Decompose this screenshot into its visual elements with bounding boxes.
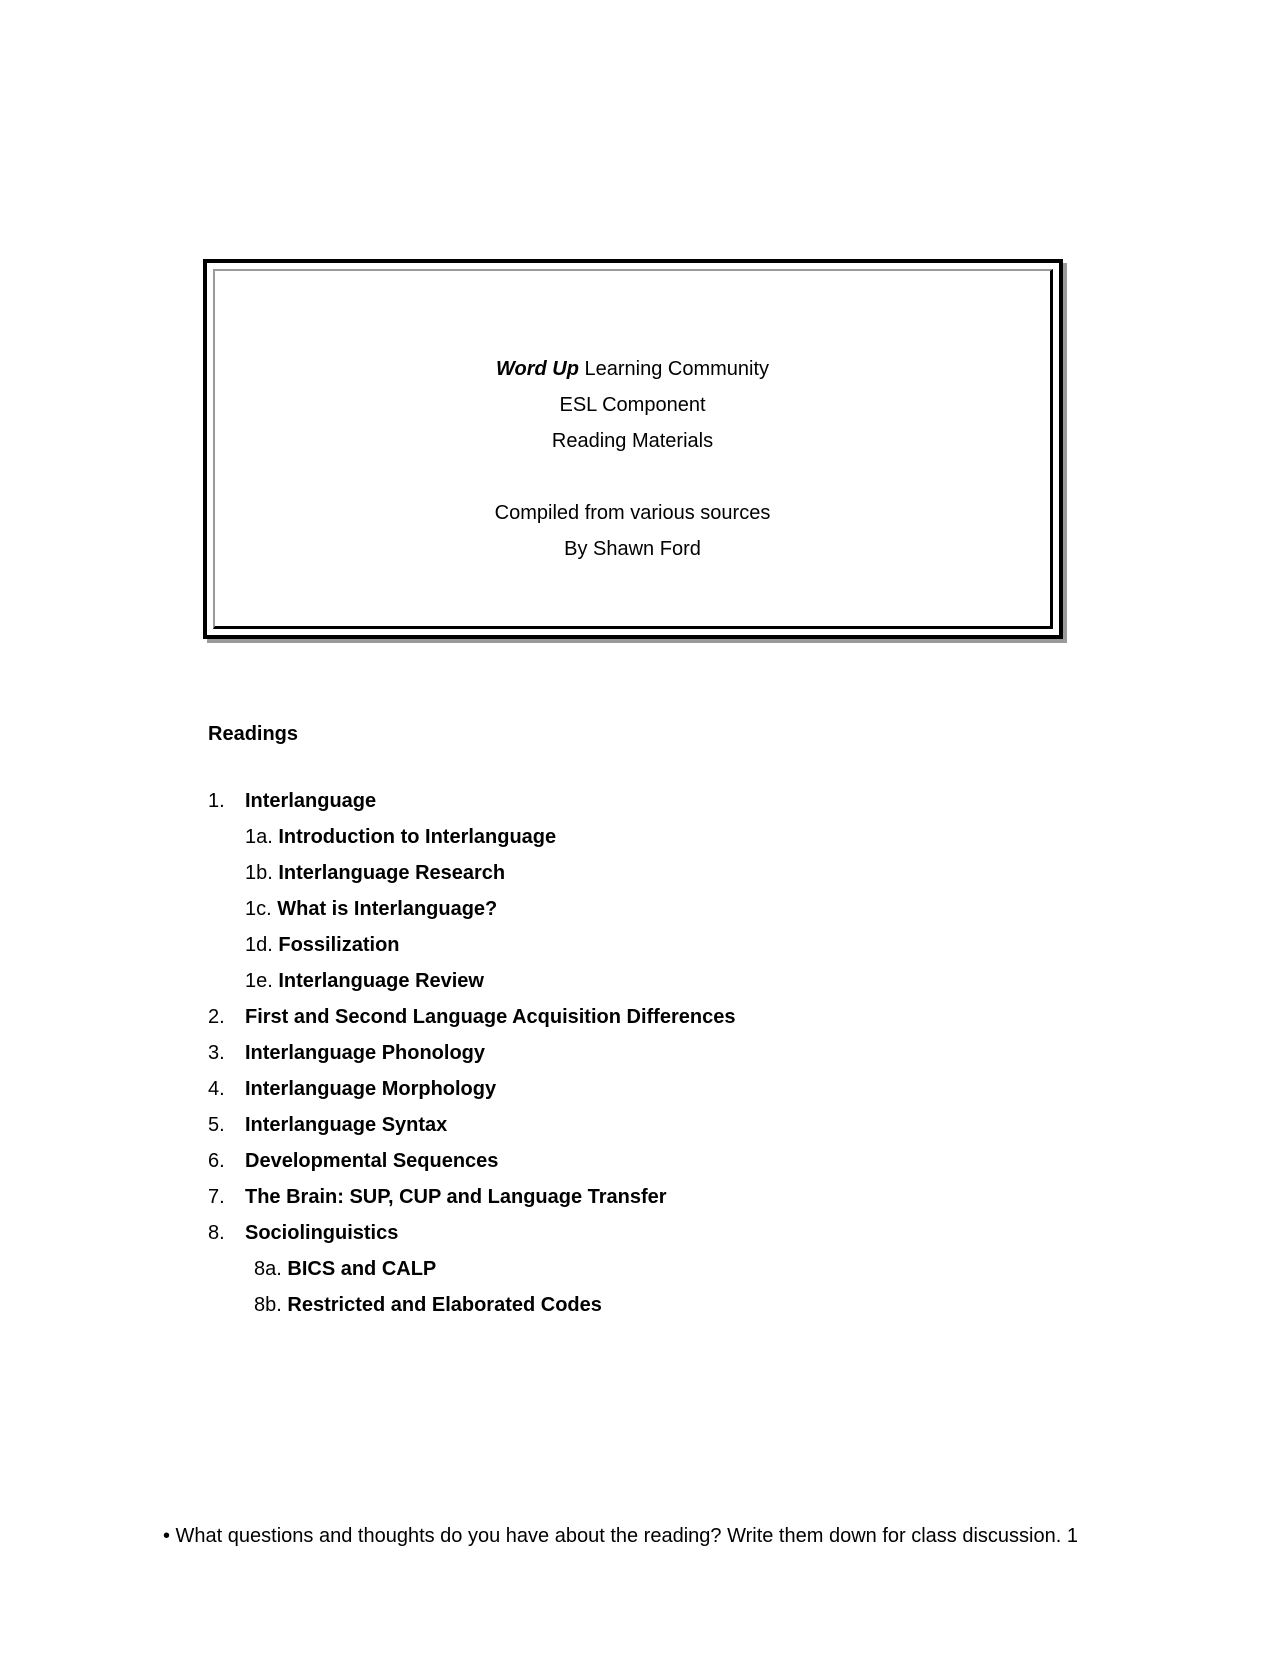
document-title [215,351,1050,387]
reading-subnumber: 1a. [245,826,273,848]
reading-subtitle: BICS and CALP [287,1258,437,1280]
reading-subitem [208,963,735,999]
reading-subtitle: Fossilization [278,934,400,956]
reading-number: 5. [208,1114,225,1136]
reading-item [208,783,735,819]
reading-subitem [208,1251,735,1287]
reading-subtitle: What is Interlanguage? [277,898,498,920]
title-subtitle-materials: Reading Materials [551,430,714,452]
title-box [203,259,1063,639]
title-block [215,351,1050,567]
reading-subtitle: Interlanguage Review [278,970,484,992]
footer-discussion-note: • What questions and thoughts do you have about the reading? Write them down for class discussion. 1 [163,1525,1078,1547]
reading-item [208,1035,735,1071]
reading-subitem [208,855,735,891]
title-spacer [215,459,1050,495]
readings-list [208,783,735,1323]
reading-subitem [208,1287,735,1323]
reading-title: Interlanguage Phonology [245,1042,486,1064]
reading-number: 2. [208,1006,225,1028]
reading-subitem [208,927,735,963]
reading-item [208,999,735,1035]
reading-title: Sociolinguistics [245,1222,399,1244]
reading-subnumber: 8a. [254,1258,282,1280]
title-rest: Learning Community [578,358,770,380]
title-emphasis: Word Up [495,358,579,380]
reading-title: First and Second Language Acquisition Differences [245,1006,736,1028]
reading-subnumber: 1b. [245,862,273,884]
reading-subnumber: 1c. [245,898,272,920]
reading-title: Interlanguage Morphology [245,1078,497,1100]
reading-subtitle: Restricted and Elaborated Codes [287,1294,602,1316]
reading-title: The Brain: SUP, CUP and Language Transfer [245,1186,667,1208]
reading-number: 4. [208,1078,225,1100]
reading-subnumber: 1e. [245,970,273,992]
reading-subnumber: 1d. [245,934,273,956]
readings-heading: Readings [208,723,299,745]
reading-item [208,1215,735,1251]
reading-item [208,1071,735,1107]
reading-item [208,1107,735,1143]
reading-title: Interlanguage Syntax [245,1114,448,1136]
title-compiled-note: Compiled from various sources [494,502,771,524]
reading-subtitle: Introduction to Interlanguage [278,826,557,848]
reading-number: 7. [208,1186,225,1208]
reading-item [208,1143,735,1179]
title-box-inner-frame [213,269,1053,629]
title-subtitle-component: ESL Component [559,394,706,416]
reading-title: Interlanguage [245,790,377,812]
reading-title: Developmental Sequences [245,1150,499,1172]
reading-number: 8. [208,1222,225,1244]
reading-subitem [208,819,735,855]
reading-subtitle: Interlanguage Research [278,862,506,884]
reading-item [208,1179,735,1215]
title-author: By Shawn Ford [564,538,701,560]
reading-number: 3. [208,1042,225,1064]
reading-number: 1. [208,790,225,812]
reading-number: 6. [208,1150,225,1172]
reading-subitem [208,891,735,927]
reading-subnumber: 8b. [254,1294,282,1316]
